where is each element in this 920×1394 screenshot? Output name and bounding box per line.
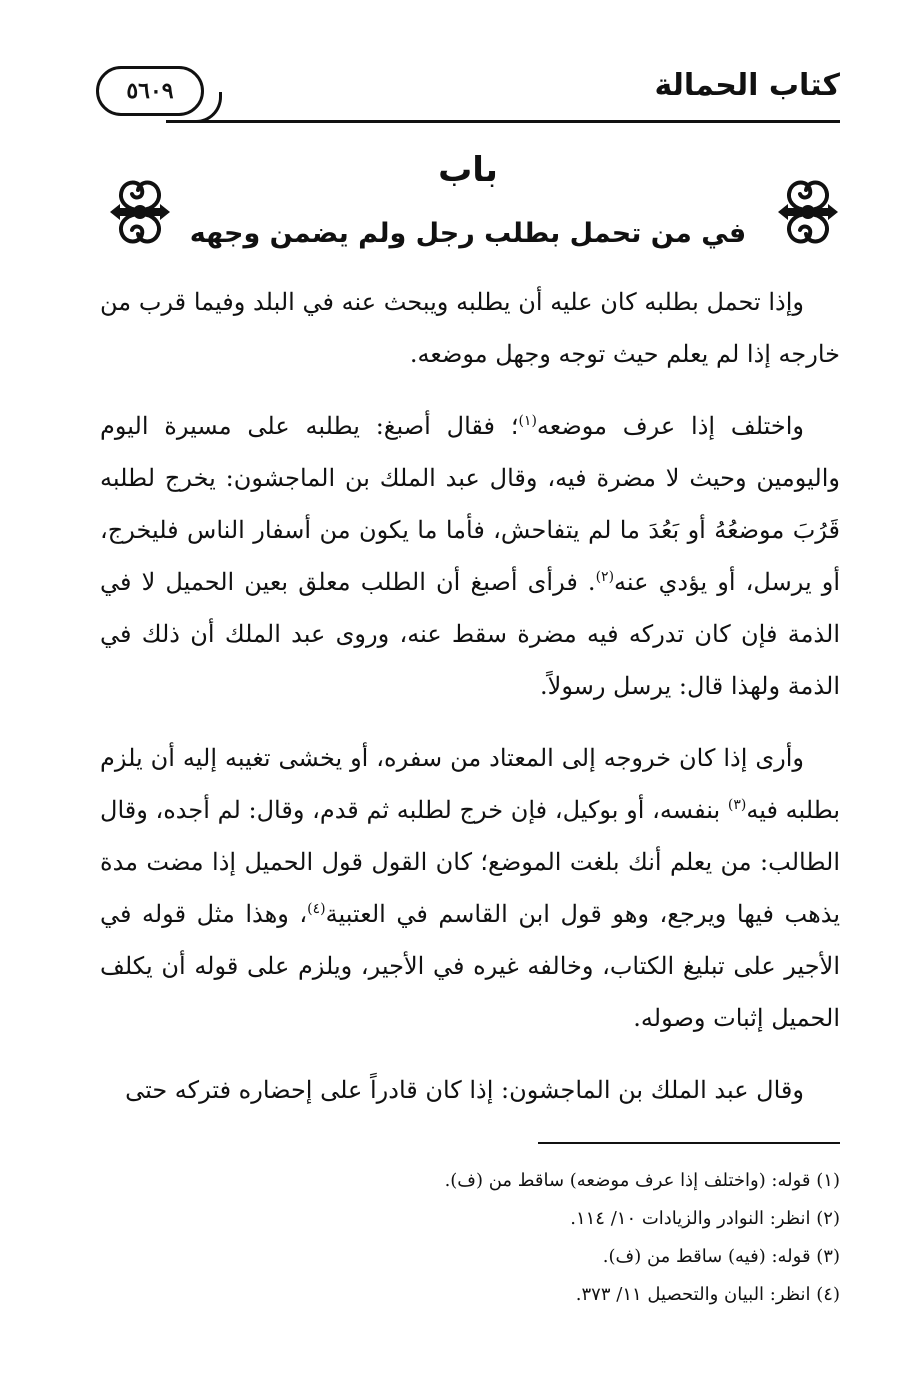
chapter-title: باب [438, 150, 498, 190]
header-rule [166, 120, 840, 123]
footnotes [100, 1162, 840, 1314]
footnote-marker[interactable]: (٣) [727, 797, 747, 813]
footnote-divider [538, 1142, 840, 1144]
arabesque-ornament-icon [776, 170, 840, 254]
page-badge-tail [192, 92, 222, 123]
paragraph: وإذا تحمل بطلبه كان عليه أن يطلبه ويبحث عنه في البلد وفيما قرب من خارجه إذا لم يعلم حيث توجه وجهل موضعه. [100, 288, 840, 368]
body-text [100, 276, 840, 1136]
paragraph: وقال عبد الملك بن الماجشون: إذا كان قادراً على إحضاره فتركه حتى [125, 1076, 804, 1104]
chapter-subtitle: في من تحمل بطلب رجل ولم يضمن وجهه [189, 218, 747, 249]
page-number-badge [96, 66, 204, 116]
footnote-marker[interactable]: (١) [518, 413, 537, 429]
footnote: (١) قوله: (واختلف إذا عرف موضعه) ساقط من (ف). [444, 1170, 840, 1191]
book-title: كتاب الحمالة [654, 68, 840, 103]
chapter-heading [96, 150, 840, 260]
paragraph: وأرى إذا كان خروجه إلى المعتاد من سفره، أو يخشى تغيبه إليه أن يلزم بطلبه فيه$^{(٣)}$ بنفسه، أو بوكيل، فإن خرج لطلبه ثم قدم، وقال: لم أجده، وقال الطالب: من يعلم أنك بلغت الموضع؛ كان القول قول الحميل إذا مضت مدة يذهب فيها ويرجع، وهو قول ابن القاسم في العتبية$^{(٤)}$، وهذا مثل قوله في الأجير على تبليغ الكتاب، وخالفه غيره في الأجير، ويلزم على قوله أن يكلف الحميل إثبات وصوله. [100, 744, 841, 1032]
footnote: (٤) انظر: البيان والتحصيل ١١/ ٣٧٣. [575, 1284, 840, 1305]
footnote: (٣) قوله: (فيه) ساقط من (ف). [602, 1246, 840, 1267]
arabesque-ornament-icon [108, 170, 172, 254]
page-number: ٥٦٠٩ [126, 78, 174, 104]
page-header [96, 62, 840, 128]
footnote-marker[interactable]: (٤) [307, 901, 326, 917]
footnote-marker[interactable]: (٢) [595, 569, 615, 585]
paragraph: واختلف إذا عرف موضعه$^{(١)}$؛ فقال أصبغ: يطلبه على مسيرة اليوم واليومين وحيث لا مضرة فيه، وقال عبد الملك بن الماجشون: يخرج لطلبه قَرُبَ موضعُهُ أو بَعُدَ ما لم يتفاحش، فأما ما يكون من أسفار الناس فليخرج، أو يرسل، أو يؤدي عنه$^{(٢)}$. فرأى أصبغ أن الطلب معلق بعين الحميل لا في الذمة فإن كان تدركه فيه مضرة سقط عنه، وروى عبد الملك أن ذلك في الذمة ولهذا قال: يرسل رسولاً. [100, 412, 841, 700]
footnote: (٢) انظر: النوادر والزيادات ١٠/ ١١٤. [570, 1208, 840, 1229]
